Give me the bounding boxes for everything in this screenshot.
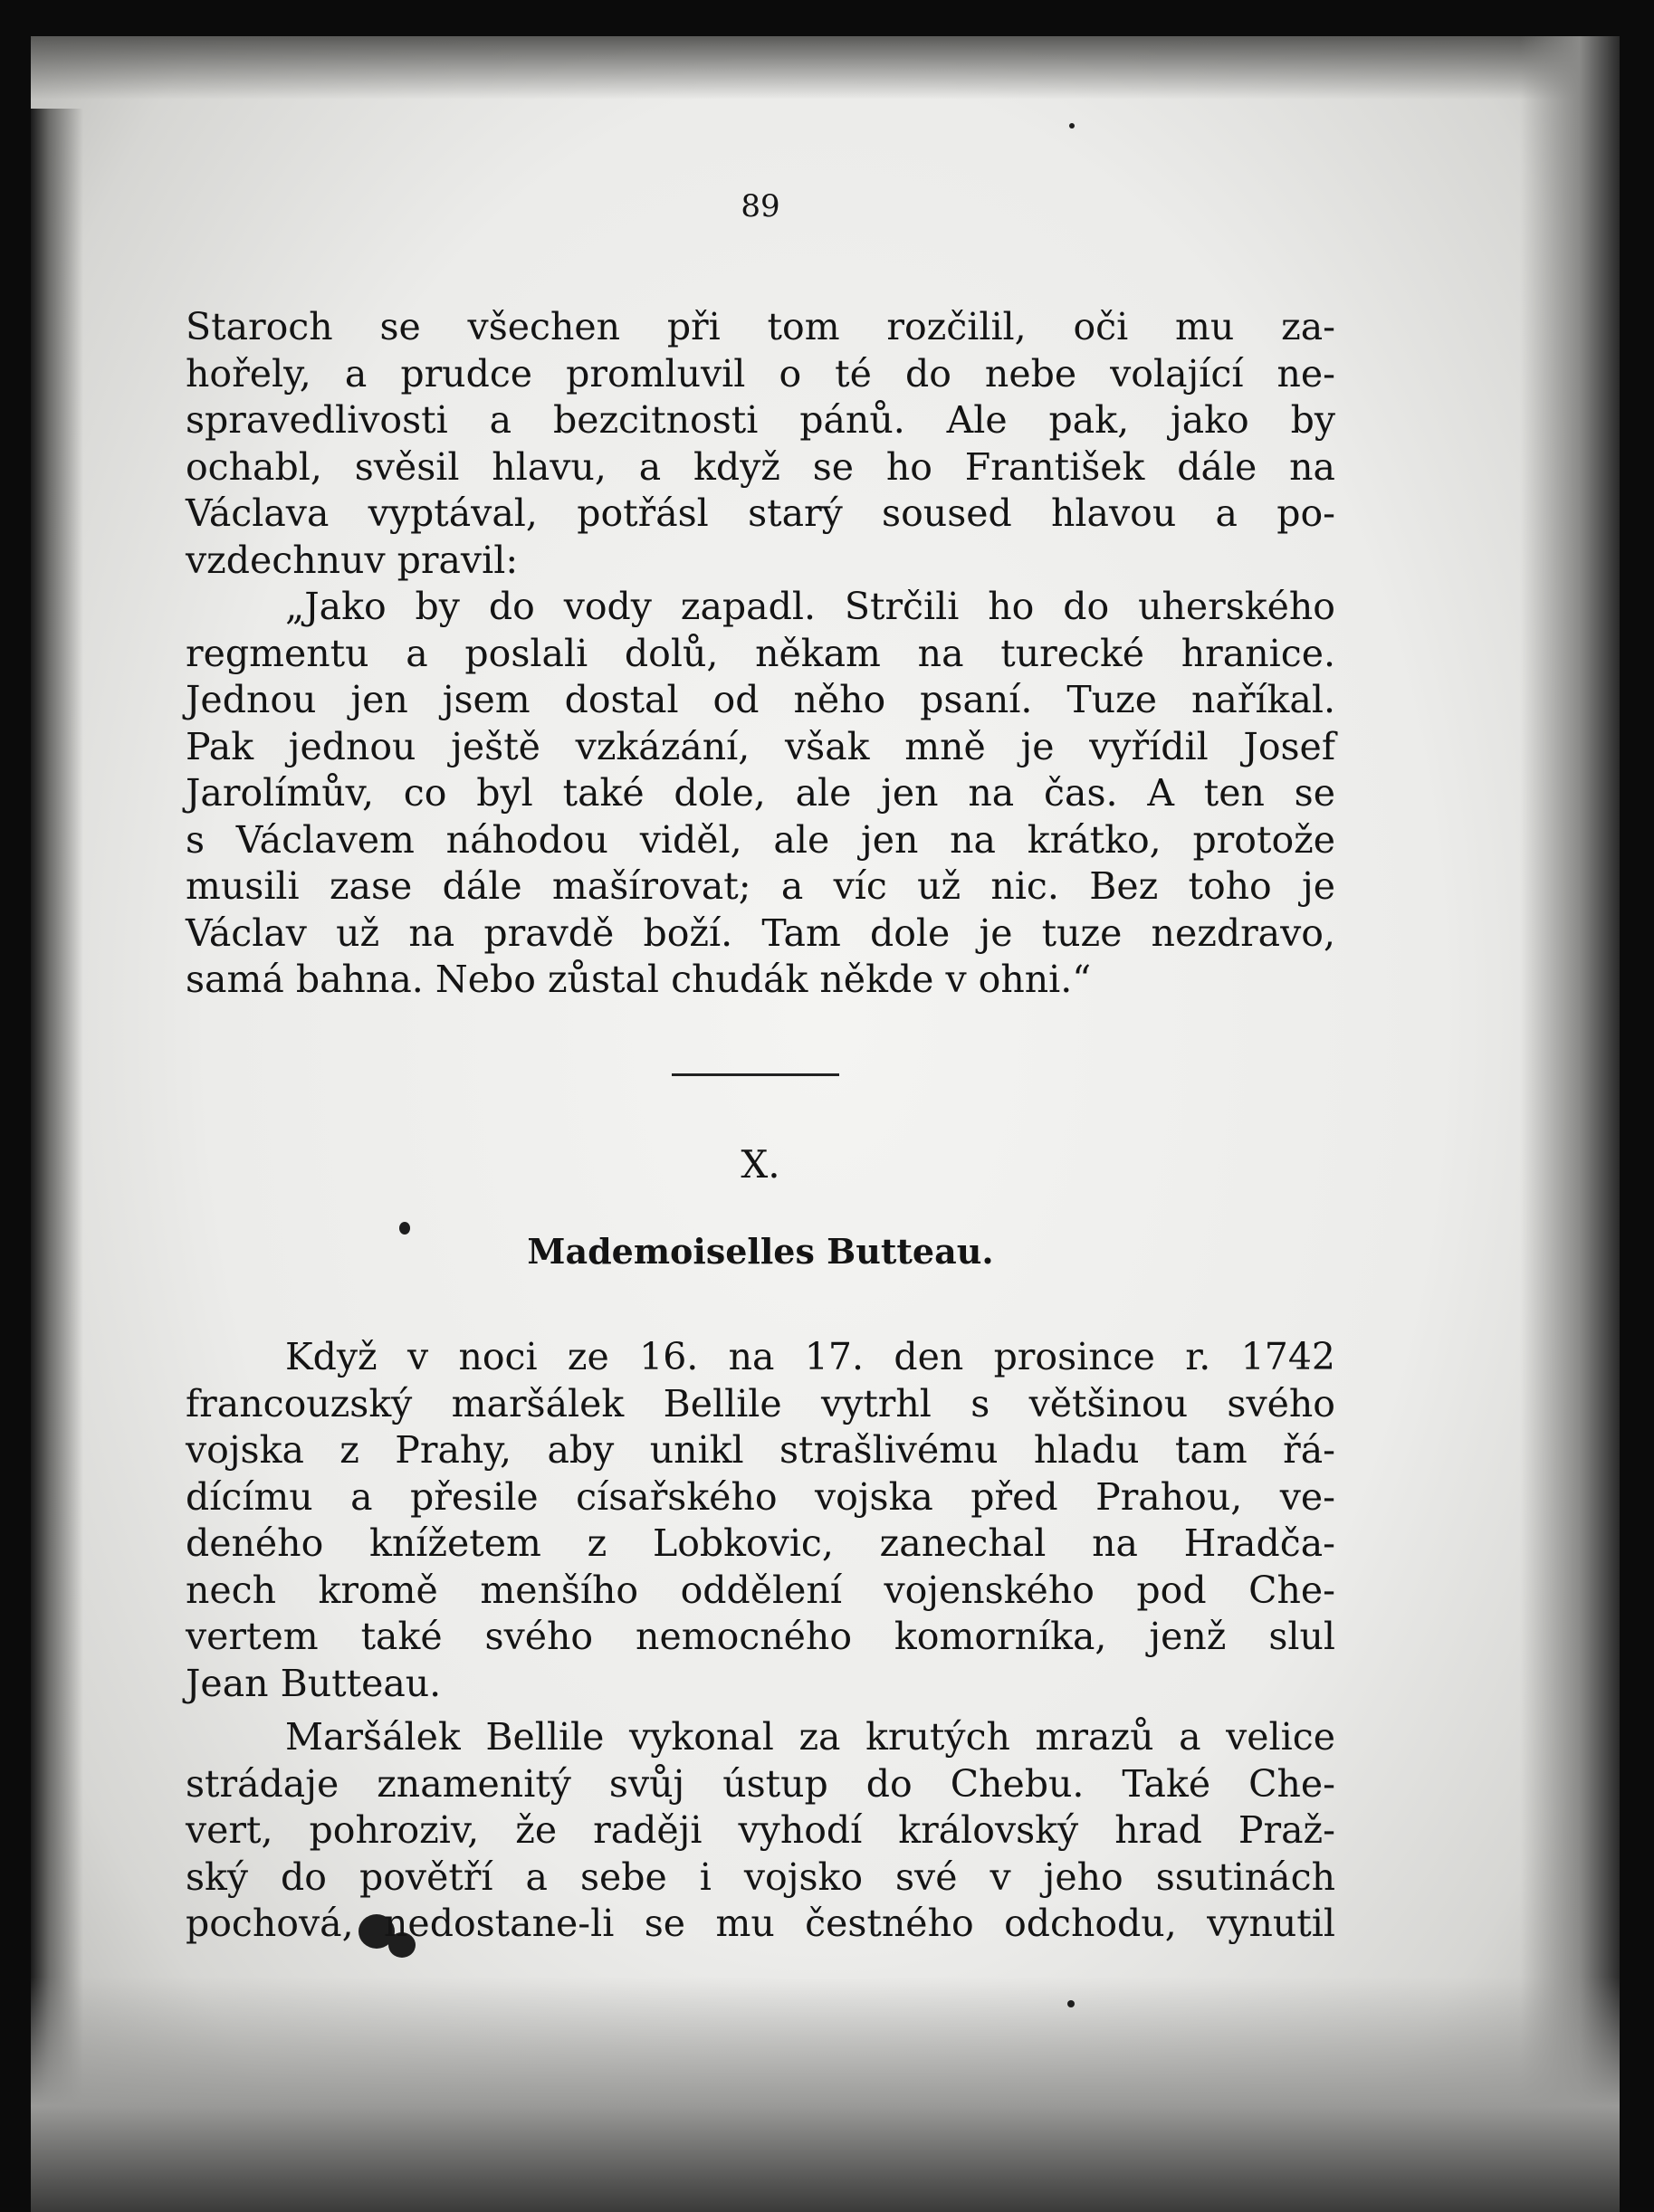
ink-speck xyxy=(1067,2000,1075,2007)
text-line: strádaje znamenitý svůj ústup do Chebu. Také Che- xyxy=(186,1761,1335,1806)
text-line: „Jako by do vody zapadl. Strčili ho do uherského xyxy=(285,585,1335,628)
text-line: Maršálek Bellile vykonal za krutých mrazů a velice xyxy=(285,1715,1335,1759)
text-line: Pak jednou ještě vzkázání, však mně je vyřídil Josef xyxy=(186,724,1335,768)
ink-speck xyxy=(1069,123,1075,129)
section-divider xyxy=(672,1073,839,1076)
paragraph-jako-by xyxy=(186,584,1335,1004)
text-line: musili zase dále mašírovat; a víc už nic. Bez toho je xyxy=(186,864,1335,908)
paragraph-marsalek xyxy=(186,1714,1335,1948)
page-shadow-right xyxy=(1520,36,1620,2212)
text-line: vertem také svého nemocného komorníka, jenž slul xyxy=(186,1615,1335,1658)
text-line: Václav už na pravdě boží. Tam dole je tuze nezdravo, xyxy=(186,911,1335,955)
text-line: s Václavem náhodou viděl, ale jen na krátko, protože xyxy=(186,817,1335,862)
text-line: pochová, nedostane-li se mu čestného odchodu, vynutil xyxy=(186,1902,1335,1945)
chapter-title: Mademoiselles Butteau. xyxy=(527,1231,994,1272)
text-line: dícímu a přesile císařského vojska před Prahou, ve- xyxy=(186,1474,1335,1519)
page-number: 89 xyxy=(741,188,780,224)
page-shadow-bottom xyxy=(31,1977,1620,2212)
text-line: vojska z Prahy, aby unikl strašlivému hladu tam řá- xyxy=(186,1428,1335,1472)
text-line: samá bahna. Nebo zůstal chudák někde v ohni.“ xyxy=(186,958,1092,1001)
text-line: ský do povětří a sebe i vojsko své v jeho ssutinách xyxy=(186,1854,1335,1899)
text-line: deného knížetem z Lobkovic, zanechal na Hradča- xyxy=(186,1521,1335,1565)
paragraph-kdyz xyxy=(186,1334,1335,1707)
text-line: ochabl, svěsil hlavu, a když se ho František dále na xyxy=(186,444,1335,489)
page-shadow-top xyxy=(31,36,1620,100)
text-line: Jean Butteau. xyxy=(186,1661,442,1705)
text-line: Když v noci ze 16. na 17. den prosince r. 1742 xyxy=(285,1335,1335,1378)
text-line: vert, pohroziv, že raději vyhodí královský hrad Praž- xyxy=(186,1808,1335,1852)
chapter-number: X. xyxy=(741,1142,780,1187)
text-line: francouzský maršálek Bellile vytrhl s většinou svého xyxy=(186,1381,1335,1425)
text-line: Jarolímův, co byl také dole, ale jen na čas. A ten se xyxy=(186,771,1335,815)
paragraph-staroch xyxy=(186,304,1335,584)
text-line: vzdechnuv pravil: xyxy=(186,538,519,582)
text-line: spravedlivosti a bezcitnosti pánů. Ale pak, jako by xyxy=(186,398,1335,442)
text-line: Václava vyptával, potřásl starý soused hlavou a po- xyxy=(186,491,1335,535)
text-line: hořely, a prudce promluvil o té do nebe volající ne- xyxy=(186,351,1335,396)
text-line: nech kromě menšího oddělení vojenského pod Che- xyxy=(186,1568,1335,1612)
text-line: Staroch se všechen při tom rozčilil, oči mu za- xyxy=(186,305,1335,348)
text-line: Jednou jen jsem dostal od něho psaní. Tuze naříkal. xyxy=(186,678,1335,721)
text-line: regmentu a poslali dolů, někam na turecké hranice. xyxy=(186,631,1335,675)
